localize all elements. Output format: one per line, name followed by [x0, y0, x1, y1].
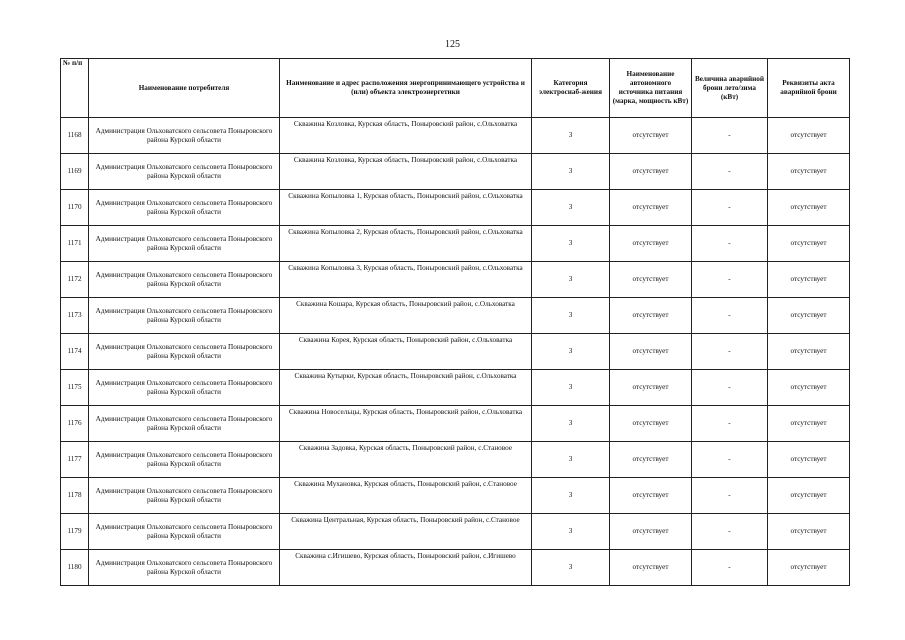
supply-category: 3 — [532, 370, 610, 406]
autonomous-source: отсутствует — [610, 226, 692, 262]
emergency-reserve: - — [692, 154, 768, 190]
header-source: Наименование автономного источника питания (марка, мощность кВт) — [610, 59, 692, 118]
supply-category: 3 — [532, 262, 610, 298]
autonomous-source: отсутствует — [610, 478, 692, 514]
object-address: Скважина Кутырки, Курская область, Поныровский район, с.Ольховатка — [280, 370, 532, 406]
header-consumer: Наименование потребителя — [89, 59, 280, 118]
object-address: Скважина Новосельцы, Курская область, Поныровский район, с.Ольховатка — [280, 406, 532, 442]
table-row — [61, 406, 850, 442]
table-row — [61, 262, 850, 298]
page-number: 125 — [445, 39, 460, 50]
table-header — [61, 59, 850, 118]
consumer-name: Администрация Ольховатского сельсовета Поныровского района Курской области — [89, 190, 280, 226]
row-number: 1175 — [61, 370, 89, 406]
object-address: Скважина Копыловка 3, Курская область, Поныровский район, с.Ольховатка — [280, 262, 532, 298]
header-object: Наименование и адрес расположения энергопринимающего устройства и (или) объекта электроэнергетики — [280, 59, 532, 118]
act-details: отсутствует — [768, 118, 850, 154]
act-details: отсутствует — [768, 226, 850, 262]
table-row — [61, 478, 850, 514]
act-details: отсутствует — [768, 334, 850, 370]
consumer-name: Администрация Ольховатского сельсовета Поныровского района Курской области — [89, 550, 280, 586]
object-address: Скважина Центральная, Курская область, Поныровский район, с.Становое — [280, 514, 532, 550]
act-details: отсутствует — [768, 190, 850, 226]
table-row — [61, 334, 850, 370]
autonomous-source: отсутствует — [610, 298, 692, 334]
object-address: Скважина Козловка, Курская область, Поныровский район, с.Ольховатка — [280, 118, 532, 154]
object-address: Скважина Мухановка, Курская область, Поныровский район, с.Становое — [280, 478, 532, 514]
emergency-reserve: - — [692, 118, 768, 154]
table-row — [61, 190, 850, 226]
table-row — [61, 442, 850, 478]
supply-category: 3 — [532, 190, 610, 226]
autonomous-source: отсутствует — [610, 514, 692, 550]
header-reserve: Величина аварийной брони лето/зима (кВт) — [692, 59, 768, 118]
table-body — [61, 118, 850, 586]
emergency-reserve: - — [692, 190, 768, 226]
consumer-name: Администрация Ольховатского сельсовета Поныровского района Курской области — [89, 298, 280, 334]
table-row — [61, 298, 850, 334]
object-address: Скважина Задовка, Курская область, Поныровский район, с.Становое — [280, 442, 532, 478]
table-row — [61, 370, 850, 406]
consumer-name: Администрация Ольховатского сельсовета Поныровского района Курской области — [89, 514, 280, 550]
table-row — [61, 226, 850, 262]
autonomous-source: отсутствует — [610, 262, 692, 298]
object-address: Скважина Копыловка 2, Курская область, Поныровский район, с.Ольховатка — [280, 226, 532, 262]
consumer-name: Администрация Ольховатского сельсовета Поныровского района Курской области — [89, 118, 280, 154]
supply-category: 3 — [532, 118, 610, 154]
header-category: Категория электроснаб-жения — [532, 59, 610, 118]
consumer-name: Администрация Ольховатского сельсовета Поныровского района Курской области — [89, 370, 280, 406]
object-address: Скважина Корея, Курская область, Поныровский район, с.Ольховатка — [280, 334, 532, 370]
consumer-name: Администрация Ольховатского сельсовета Поныровского района Курской области — [89, 226, 280, 262]
consumer-name: Администрация Ольховатского сельсовета Поныровского района Курской области — [89, 262, 280, 298]
table-row — [61, 514, 850, 550]
object-address: Скважина с.Игишево, Курская область, Поныровский район, с.Игишево — [280, 550, 532, 586]
emergency-reserve: - — [692, 442, 768, 478]
supply-category: 3 — [532, 334, 610, 370]
emergency-reserve: - — [692, 298, 768, 334]
autonomous-source: отсутствует — [610, 118, 692, 154]
supply-category: 3 — [532, 406, 610, 442]
consumer-name: Администрация Ольховатского сельсовета Поныровского района Курской области — [89, 154, 280, 190]
emergency-reserve: - — [692, 370, 768, 406]
row-number: 1168 — [61, 118, 89, 154]
emergency-reserve: - — [692, 478, 768, 514]
emergency-reserve: - — [692, 262, 768, 298]
object-address: Скважина Кошара, Курская область, Поныровский район, с.Ольховатка — [280, 298, 532, 334]
row-number: 1173 — [61, 298, 89, 334]
header-num: № п/п — [61, 59, 89, 118]
act-details: отсутствует — [768, 442, 850, 478]
consumer-name: Администрация Ольховатского сельсовета Поныровского района Курской области — [89, 442, 280, 478]
row-number: 1176 — [61, 406, 89, 442]
supply-category: 3 — [532, 442, 610, 478]
emergency-reserve: - — [692, 334, 768, 370]
row-number: 1174 — [61, 334, 89, 370]
consumer-name: Администрация Ольховатского сельсовета Поныровского района Курской области — [89, 334, 280, 370]
supply-category: 3 — [532, 550, 610, 586]
emergency-reserve: - — [692, 406, 768, 442]
header-details: Реквизиты акта аварийной брони — [768, 59, 850, 118]
autonomous-source: отсутствует — [610, 370, 692, 406]
emergency-reserve: - — [692, 550, 768, 586]
act-details: отсутствует — [768, 550, 850, 586]
table-row — [61, 550, 850, 586]
supply-category: 3 — [532, 154, 610, 190]
act-details: отсутствует — [768, 370, 850, 406]
consumer-name: Администрация Ольховатского сельсовета Поныровского района Курской области — [89, 406, 280, 442]
row-number: 1169 — [61, 154, 89, 190]
object-address: Скважина Козловка, Курская область, Поныровский район, с.Ольховатка — [280, 154, 532, 190]
autonomous-source: отсутствует — [610, 334, 692, 370]
row-number: 1179 — [61, 514, 89, 550]
supply-category: 3 — [532, 478, 610, 514]
act-details: отсутствует — [768, 514, 850, 550]
row-number: 1177 — [61, 442, 89, 478]
emergency-reserve: - — [692, 514, 768, 550]
act-details: отсутствует — [768, 478, 850, 514]
supply-category: 3 — [532, 514, 610, 550]
consumers-table — [60, 58, 850, 586]
row-number: 1170 — [61, 190, 89, 226]
object-address: Скважина Копыловка 1, Курская область, Поныровский район, с.Ольховатка — [280, 190, 532, 226]
emergency-reserve: - — [692, 226, 768, 262]
act-details: отсутствует — [768, 406, 850, 442]
act-details: отсутствует — [768, 262, 850, 298]
act-details: отсутствует — [768, 154, 850, 190]
supply-category: 3 — [532, 298, 610, 334]
supply-category: 3 — [532, 226, 610, 262]
autonomous-source: отсутствует — [610, 154, 692, 190]
table-row — [61, 154, 850, 190]
row-number: 1180 — [61, 550, 89, 586]
autonomous-source: отсутствует — [610, 190, 692, 226]
table-row — [61, 118, 850, 154]
autonomous-source: отсутствует — [610, 406, 692, 442]
consumer-name: Администрация Ольховатского сельсовета Поныровского района Курской области — [89, 478, 280, 514]
autonomous-source: отсутствует — [610, 550, 692, 586]
autonomous-source: отсутствует — [610, 442, 692, 478]
act-details: отсутствует — [768, 298, 850, 334]
row-number: 1171 — [61, 226, 89, 262]
row-number: 1172 — [61, 262, 89, 298]
row-number: 1178 — [61, 478, 89, 514]
